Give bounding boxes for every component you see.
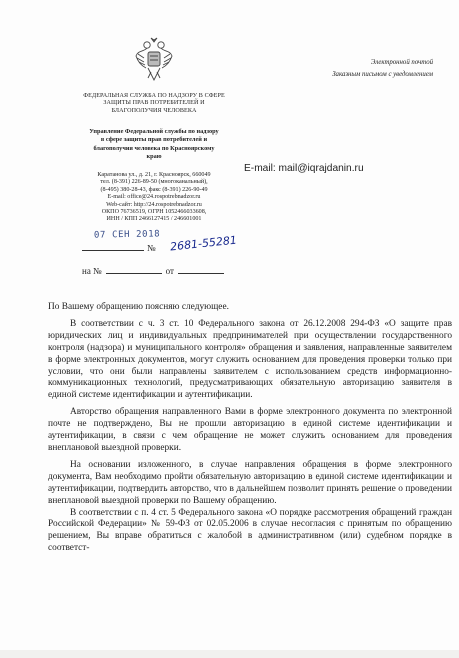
sender-website: Web-сайт: http://24.rospotrebnadzor.ru bbox=[106, 201, 202, 208]
sender-phone-1: тел. (8-391) 226-89-50 (многоканальный), bbox=[100, 179, 208, 186]
sender-okpo: ОКПО 76736519, ОГРН 1052466033608, bbox=[101, 209, 207, 216]
sender-phone-2: (8-495) 380-28-43, факс (8-391) 226-90-49 bbox=[100, 186, 208, 193]
sender-contacts bbox=[82, 172, 226, 224]
body-paragraph-3: На основании изложенного, в случае направления обращения в форме электронного документа, Вам необходимо пройти обязательную авторизацию в единой системе идентификации и аутентификации, подтвердить авторство, что в дальнейшем позволит принять решение о проведении внеплановой выездной проверки по Вашему обращению. bbox=[48, 459, 452, 506]
body-paragraph-4: В соответствии с п. 4 ст. 5 Федерального закона «О порядке рассмотрения обращений граждан Российской Федерации» № 59-ФЗ от 02.05.2006 в случае несогласия с принятым по обращению решением, Вы вправе обратиться с жалобой в административном (или) судебном порядке в соответст- bbox=[48, 507, 452, 554]
registration-underline bbox=[82, 242, 144, 251]
reference-from-label: от bbox=[165, 266, 174, 276]
registration-line bbox=[82, 242, 156, 253]
sender-email: E-mail: office@24.rospotrebnadzor.ru bbox=[107, 194, 201, 201]
body-paragraph-2: Авторство обращения направленного Вами в форме электронного документа по электронной почте не подтверждено, Вы не прошли авторизацию в единой системе идентификации и аутентификации, в связи с чем обращение не может служить основанием для проведения внеплановой выездной проверки. bbox=[48, 407, 452, 453]
sender-inn: ИНН / КПП 2466127415 / 246601001 bbox=[106, 216, 202, 223]
delivery-method bbox=[303, 57, 433, 81]
delivery-line-2: Заказным письмом с уведомлением bbox=[332, 71, 433, 78]
page-bottom-edge bbox=[0, 650, 459, 658]
reference-label: на № bbox=[82, 266, 102, 276]
agency-name: ФЕДЕРАЛЬНАЯ СЛУЖБА ПО НАДЗОРУ В СФЕРЕ ЗАЩИТЫ ПРАВ ПОТРЕБИТЕЛЕЙ И БЛАГОПОЛУЧИЯ ЧЕЛОВЕКА bbox=[83, 93, 225, 114]
recipient-email: E-mail: mail@iqrajdanin.ru bbox=[244, 163, 364, 174]
body-paragraph-1: В соответствии с ч. 3 ст. 10 Федерального закона от 26.12.2008 294-ФЗ «О защите прав юридических лиц и индивидуальных предпринимателей при осуществлении государственного контроля (надзора) и муниципального контроля» обращения и заявления, направленные заявителем в форме электронных документов, могут служить основанием для проведения проверки только при условии, что они были направлены заявителем с использованием средств информационно-коммуникационных технологий, предусматривающих обязательную авторизацию заявителя в единой системе идентификации и аутентификации. bbox=[48, 318, 452, 401]
reference-line bbox=[82, 265, 228, 276]
reference-number-blank bbox=[106, 265, 162, 274]
directorate-name: Управление Федеральной службы по надзору в сфере защиты прав потребителей и благополучия человека по Красноярскому краю bbox=[89, 128, 219, 161]
body-intro: По Вашему обращению поясняю следующее. bbox=[48, 302, 229, 312]
reference-date-blank bbox=[178, 265, 224, 274]
coat-of-arms-icon bbox=[134, 36, 174, 84]
registration-label: № bbox=[147, 243, 156, 253]
registration-number: 2681-55281 bbox=[169, 233, 238, 254]
letter-body bbox=[48, 302, 452, 555]
sender-address: Каратанова ул., д. 21, г. Красноярск, 660049 bbox=[97, 172, 211, 178]
delivery-line-1: Электронной почтой bbox=[370, 59, 433, 66]
date-stamp: 07 СЕН 2018 bbox=[93, 229, 161, 241]
